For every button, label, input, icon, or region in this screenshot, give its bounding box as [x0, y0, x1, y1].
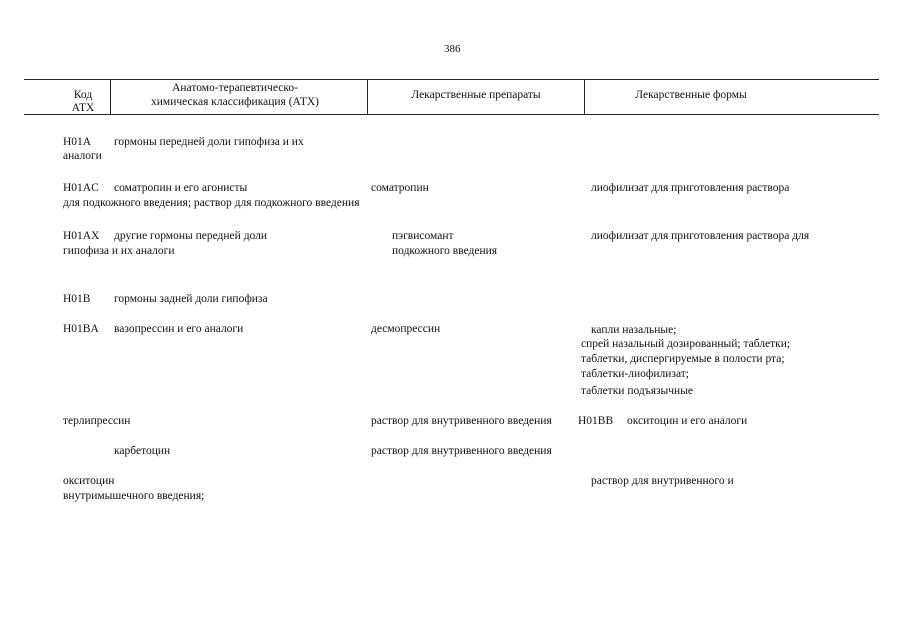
atc-code: H01BB [578, 415, 614, 427]
header-forms: Лекарственные формы [635, 89, 747, 101]
atc-code: H01BA [63, 323, 99, 335]
header-code-line1: Код [73, 89, 93, 101]
drug-name: карбетоцин [114, 445, 171, 457]
header-divider-3 [584, 79, 585, 114]
atc-class: гормоны задней доли гипофиза [114, 293, 268, 305]
atc-class: вазопрессин и его аналоги [114, 323, 244, 335]
dosage-form: раствор для внутривенного введения [371, 415, 552, 427]
page-number: 386 [444, 43, 461, 55]
dosage-form: таблетки-лиофилизат; [581, 368, 689, 380]
header-atc-line2: химическая классификация (АТХ) [151, 96, 319, 108]
drug-name: окситоцин [63, 475, 115, 487]
atc-class: окситоцин и его аналоги [627, 415, 748, 427]
atc-class: другие гормоны передней доли [114, 230, 268, 242]
dosage-form: таблетки, диспергируемые в полости рта; [581, 353, 785, 365]
drug-form-continued: подкожного введения [392, 245, 498, 257]
dosage-form: капли назальные; [591, 324, 677, 336]
atc-class: гормоны передней доли гипофиза и их [114, 136, 304, 148]
dosage-form: раствор для внутривенного введения [371, 445, 552, 457]
header-drugs: Лекарственные препараты [411, 89, 541, 101]
dosage-form: лиофилизат для приготовления раствора [591, 182, 790, 194]
atc-code: H01A [63, 136, 92, 148]
drug-name: терлипрессин [63, 415, 131, 427]
dosage-form: лиофилизат для приготовления раствора для [591, 230, 810, 242]
dosage-form: таблетки подъязычные [581, 385, 694, 397]
header-divider-2 [367, 79, 368, 114]
header-code-line2: АТХ [71, 102, 95, 114]
dosage-form: раствор для внутривенного и [591, 475, 734, 487]
drug-name: соматропин [371, 182, 429, 194]
dosage-form: спрей назальный дозированный; таблетки; [581, 338, 791, 350]
dosage-form-continued: внутримышечного введения; [63, 490, 205, 502]
header-divider-1 [110, 79, 111, 114]
atc-class-continued: гипофиза и их аналоги [63, 245, 175, 257]
atc-code: H01AC [63, 182, 99, 194]
drug-name: пэгвисомант [392, 230, 454, 242]
header-atc-line1: Анатомо-терапевтическо- [172, 82, 298, 94]
header-top-rule [24, 79, 879, 80]
drug-name: десмопрессин [371, 323, 441, 335]
atc-code: H01AX [63, 230, 100, 242]
header-bottom-rule [24, 114, 879, 115]
atc-class: соматропин и его агонисты [114, 182, 248, 194]
dosage-form-continued: для подкожного введения; раствор для подкожного введения [63, 197, 360, 209]
atc-class-continued: аналоги [63, 150, 102, 162]
atc-code: H01B [63, 293, 91, 305]
